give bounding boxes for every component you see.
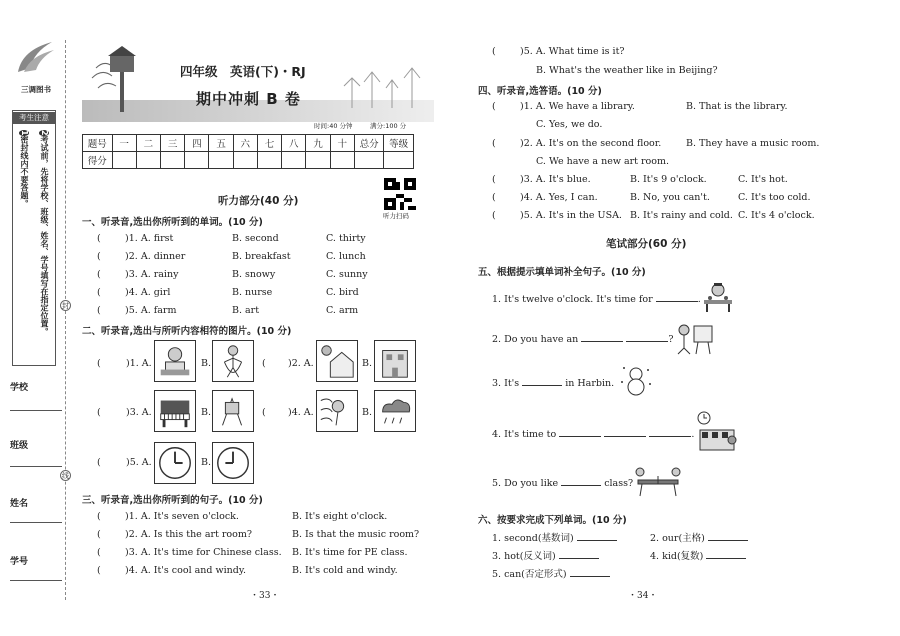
s4-item-4: ( )4. A. Yes, I can. — [492, 192, 598, 203]
picture-go-home — [694, 410, 740, 456]
s2-q2-paren: ( — [262, 358, 266, 369]
section-3-title: 三、听录音,选出你所听到的句子。(10 分) — [82, 495, 263, 506]
notice-2-text: 考试前，先将学校、班级、姓名、学号填写在指定位置。 — [40, 135, 49, 336]
picture-girl-reading[interactable] — [154, 340, 196, 382]
seal-mark-1: 封 — [62, 302, 69, 310]
writing-title: 笔试部分(60 分) — [606, 238, 687, 250]
option-b[interactable]: B. It's 9 o'clock. — [630, 174, 707, 185]
picture-jump-rope[interactable] — [212, 340, 254, 382]
option-b[interactable]: B. It's cold and windy. — [292, 565, 398, 576]
option-a[interactable]: A. first — [140, 233, 174, 244]
s2-q1-paren: ( — [97, 358, 101, 369]
score-input[interactable] — [257, 152, 281, 169]
option-a[interactable]: A. girl — [140, 287, 171, 298]
score-input[interactable] — [330, 152, 354, 169]
option-a[interactable]: A. It's cool and windy. — [140, 565, 247, 576]
notice-1-number: 1 — [20, 130, 29, 136]
score-input[interactable] — [112, 152, 136, 169]
score-cell: 一 — [112, 135, 136, 152]
answer-blank[interactable] — [626, 333, 668, 342]
s2-q2-b: B. — [362, 358, 373, 369]
option-a[interactable]: A. Is this the art room? — [140, 529, 252, 540]
s1-item-3: ( )3. A. rainy — [97, 269, 179, 280]
option-a[interactable]: A. dinner — [140, 251, 186, 262]
s2-q4-label: )4. A. — [288, 407, 314, 418]
s4-item-5: ( )5. A. It's in the USA. — [492, 210, 622, 221]
option-c[interactable]: C. bird — [326, 287, 359, 298]
seal-line — [65, 40, 66, 600]
field-number-line[interactable] — [10, 580, 62, 581]
option-a[interactable]: A. It's blue. — [535, 174, 591, 185]
option-c[interactable]: C. sunny — [326, 269, 368, 280]
option-a[interactable]: A. farm — [140, 305, 177, 316]
section-4-title: 四、听录音,选答语。(10 分) — [478, 86, 602, 97]
s2-q3-b: B. — [201, 407, 212, 418]
s1-item-1: ( )1. A. first — [97, 233, 174, 244]
answer-blank[interactable] — [522, 377, 562, 386]
field-name-line[interactable] — [10, 522, 62, 523]
grade-subject: 四年级 英语(下)・RJ — [180, 64, 306, 79]
answer-blank[interactable] — [577, 532, 617, 541]
option-b[interactable]: B. breakfast — [232, 251, 291, 262]
option-c[interactable]: C. We have a new art room. — [536, 156, 670, 167]
option-b[interactable]: B. That is the library. — [686, 101, 788, 112]
score-input[interactable] — [209, 152, 233, 169]
picture-house-sun[interactable] — [316, 340, 358, 382]
s1-item-4: ( )4. A. girl — [97, 287, 171, 298]
score-input[interactable] — [136, 152, 160, 169]
picture-lunch-table — [700, 280, 736, 314]
score-cell: 六 — [233, 135, 257, 152]
picture-ping-pong — [634, 462, 682, 498]
option-a[interactable]: A. It's time for Chinese class. — [140, 547, 282, 558]
s2-q5-paren: ( — [97, 457, 101, 468]
score-cell: 四 — [185, 135, 209, 152]
answer-blank[interactable] — [570, 568, 610, 577]
s4-item-2: ( )2. A. It's on the second floor. — [492, 138, 662, 149]
picture-piano[interactable] — [154, 390, 196, 432]
option-b[interactable]: B. No, you can't. — [630, 192, 710, 203]
option-a[interactable]: A. We have a library. — [535, 101, 635, 112]
answer-blank[interactable] — [706, 550, 746, 559]
option-b[interactable]: B. nurse — [232, 287, 273, 298]
option-c[interactable]: C. thirty — [326, 233, 366, 244]
s2-q4-b: B. — [362, 407, 373, 418]
answer-blank[interactable] — [604, 428, 646, 437]
picture-art-room[interactable] — [212, 390, 254, 432]
logo-text: 三调图书 — [21, 85, 51, 94]
option-c[interactable]: C. arm — [326, 305, 359, 316]
s4-item-1: ( )1. A. We have a library. — [492, 101, 635, 112]
answer-blank[interactable] — [561, 477, 601, 486]
s3-item-3: ( )3. A. It's time for Chinese class. — [97, 547, 282, 558]
option-b[interactable]: B. It's eight o'clock. — [292, 511, 388, 522]
score-row-label: 得分 — [83, 152, 113, 169]
picture-windy[interactable] — [316, 390, 358, 432]
answer-blank[interactable] — [559, 428, 601, 437]
listening-title: 听力部分(40 分) — [218, 195, 299, 207]
score-input[interactable] — [384, 152, 414, 169]
field-class-label: 班级 — [10, 441, 29, 451]
option-c[interactable]: C. lunch — [326, 251, 366, 262]
s5-q3: 3. It's in Harbin. — [492, 378, 615, 389]
section-6-title: 六、按要求完成下列单词。(10 分) — [478, 515, 627, 526]
s6-q5: 5. can(否定形式) — [492, 566, 610, 580]
score-table-header-row — [83, 135, 414, 152]
notice-title: 考生注意 — [13, 112, 55, 124]
seal-mark-2: 线 — [62, 472, 69, 480]
picture-clock-b[interactable] — [212, 442, 254, 484]
option-b[interactable]: B. What's the weather like in Beijing? — [536, 65, 718, 76]
publisher-logo — [12, 38, 58, 78]
s2-q3-paren: ( — [97, 407, 101, 418]
score-input[interactable] — [306, 152, 330, 169]
s2-q3-label: )3. A. — [126, 407, 152, 418]
score-table-score-row — [83, 152, 414, 169]
answer-blank[interactable] — [656, 293, 698, 302]
score-input[interactable] — [233, 152, 257, 169]
s5-q1: 1. It's twelve o'clock. It's time for . — [492, 294, 701, 305]
option-c[interactable]: C. It's 4 o'clock. — [738, 210, 815, 221]
page-number-left: ・33・ — [250, 591, 280, 601]
field-school-label: 学校 — [10, 383, 29, 393]
section-5-title: 五、根据提示填单词补全句子。(10 分) — [478, 267, 646, 278]
option-b[interactable]: B. It's rainy and cold. — [630, 210, 733, 221]
score-cell: 八 — [282, 135, 306, 152]
answer-blank[interactable] — [581, 333, 623, 342]
score-cell: 二 — [136, 135, 160, 152]
option-c[interactable]: C. It's hot. — [738, 174, 788, 185]
score-cell: 总分 — [354, 135, 384, 152]
option-b[interactable]: B. They have a music room. — [686, 138, 820, 149]
score-cell: 等级 — [384, 135, 414, 152]
s1-item-5: ( )5. A. farm — [97, 305, 177, 316]
sidebar — [0, 0, 70, 636]
option-b[interactable]: B. second — [232, 233, 279, 244]
exam-title: 期中冲刺 B 卷 — [196, 90, 301, 108]
field-name-label: 姓名 — [10, 499, 29, 509]
score-cell: 五 — [209, 135, 233, 152]
s6-q2: 2. our(主格) — [650, 530, 748, 544]
field-school-line[interactable] — [10, 410, 62, 411]
option-c[interactable]: C. It's too cold. — [738, 192, 811, 203]
s6-q4: 4. kid(复数) — [650, 548, 746, 562]
option-c[interactable]: C. Yes, we do. — [536, 119, 603, 130]
s3-item-5: ( )5. A. What time is it? — [492, 46, 625, 57]
option-a[interactable]: A. Yes, I can. — [535, 192, 598, 203]
s6-q3: 3. hot(反义词) — [492, 548, 599, 562]
s2-q5-label: )5. A. — [126, 457, 152, 468]
picture-snowman — [618, 364, 654, 396]
score-cell: 七 — [257, 135, 281, 152]
notice-2-number: 2 — [40, 130, 49, 136]
section-2-title: 二、听录音,选出与所听内容相符的图片。(10 分) — [82, 326, 292, 337]
s2-q1-b: B. — [201, 358, 212, 369]
option-a[interactable]: A. It's seven o'clock. — [140, 511, 239, 522]
answer-blank[interactable] — [649, 428, 691, 437]
option-a[interactable]: A. It's in the USA. — [535, 210, 622, 221]
qr-label: 听力扫码 — [383, 212, 409, 220]
s3-item-4: ( )4. A. It's cool and windy. — [97, 565, 247, 576]
s5-q2: 2. Do you have an ? — [492, 334, 674, 345]
option-b[interactable]: B. art — [232, 305, 260, 316]
exam-score: 满分:100 分 — [370, 122, 407, 130]
s6-q1: 1. second(基数词) — [492, 530, 617, 544]
s2-q1-label: )1. A. — [126, 358, 152, 369]
s5-q4: 4. It's time to . — [492, 429, 695, 440]
s2-q2-label: )2. A. — [288, 358, 314, 369]
picture-building[interactable] — [374, 340, 416, 382]
notice-1-text: 密封线内不要答题。 — [20, 135, 29, 208]
s1-item-2: ( )2. A. dinner — [97, 251, 186, 262]
score-input[interactable] — [160, 152, 184, 169]
field-number-label: 学号 — [10, 557, 29, 567]
notice-2 — [36, 130, 50, 360]
answer-blank[interactable] — [559, 550, 599, 559]
score-input[interactable] — [282, 152, 306, 169]
s5-q5: 5. Do you like class? — [492, 478, 634, 489]
exam-time: 时间:40 分钟 — [314, 122, 353, 130]
s2-q5-b: B. — [201, 457, 212, 468]
picture-clock-a[interactable] — [154, 442, 196, 484]
qr-code[interactable] — [384, 178, 416, 210]
score-cell: 题号 — [83, 135, 113, 152]
s4-item-3: ( )3. A. It's blue. — [492, 174, 591, 185]
option-a[interactable]: A. rainy — [140, 269, 179, 280]
score-cell: 九 — [306, 135, 330, 152]
score-input[interactable] — [185, 152, 209, 169]
score-cell: 三 — [160, 135, 184, 152]
s2-q4-paren: ( — [262, 407, 266, 418]
score-cell: 十 — [330, 135, 354, 152]
picture-rain-cloud[interactable] — [374, 390, 416, 432]
answer-blank[interactable] — [708, 532, 748, 541]
picture-art-class — [674, 320, 716, 356]
s3-item-1: ( )1. A. It's seven o'clock. — [97, 511, 239, 522]
s3-item-2: ( )2. A. Is this the art room? — [97, 529, 252, 540]
option-a[interactable]: A. What time is it? — [535, 46, 625, 57]
score-input[interactable] — [354, 152, 384, 169]
notice-1 — [16, 130, 30, 208]
option-a[interactable]: A. It's on the second floor. — [535, 138, 662, 149]
page-number-right: ・34・ — [628, 591, 658, 601]
field-class-line[interactable] — [10, 466, 62, 467]
score-table — [82, 134, 414, 169]
option-b[interactable]: B. Is that the music room? — [292, 529, 420, 540]
section-1-title: 一、听录音,选出你所听到的单词。(10 分) — [82, 217, 263, 228]
option-b[interactable]: B. It's time for PE class. — [292, 547, 408, 558]
option-b[interactable]: B. snowy — [232, 269, 276, 280]
